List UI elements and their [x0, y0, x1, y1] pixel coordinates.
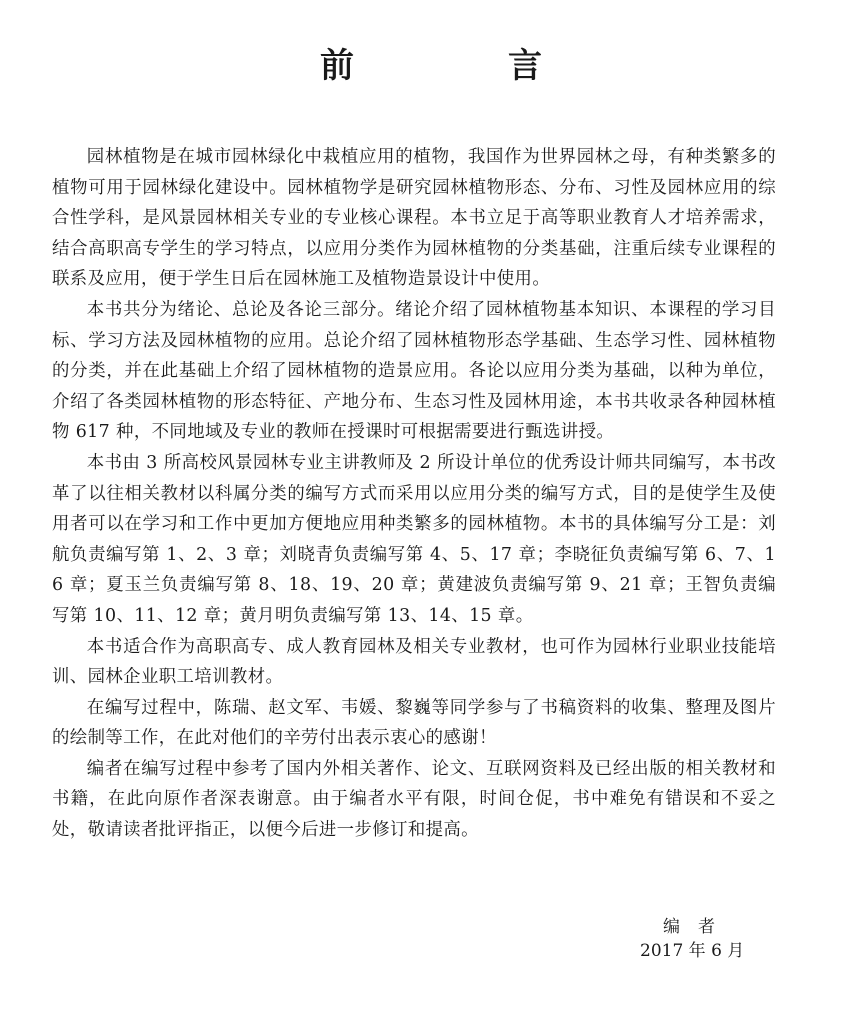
signature-author: 编者 — [663, 917, 733, 937]
preface-body — [52, 142, 776, 846]
paragraph-1: 园林植物是在城市园林绿化中栽植应用的植物，我国作为世界园林之母，有种类繁多的植物可用于园林绿化建设中。园林植物学是研究园林植物形态、分布、习性及园林应用的综合性学科，是风景园林相关专业的专业核心课程。本书立足于高等职业教育人才培养需求，结合高职高专学生的学习特点，以应用分类作为园林植物的分类基础，注重后续专业课程的联系及应用，便于学生日后在园林施工及植物造景设计中使用。 — [52, 147, 776, 290]
paragraph-5: 在编写过程中，陈瑞、赵文军、韦媛、黎巍等同学参与了书稿资料的收集、整理及图片的绘制等工作，在此对他们的辛劳付出表示衷心的感谢！ — [52, 697, 776, 749]
page-title: 前 言 — [320, 46, 602, 86]
paragraph-2: 本书共分为绪论、总论及各论三部分。绪论介绍了园林植物基本知识、本课程的学习目标、学习方法及园林植物的应用。总论介绍了园林植物形态学基础、生态学习性、园林植物的分类，并在此基础上介绍了园林植物的造景应用。各论以应用分类为基础，以种为单位，介绍了各类园林植物的形态特征、产地分布、生态习性及园林用途，本书共收录各种园林植物 617 种，不同地域及专业的教师在授课时可根据需要进行甄选讲授。 — [52, 299, 776, 443]
paragraph-3: 本书由 3 所高校风景园林专业主讲教师及 2 所设计单位的优秀设计师共同编写，本书改革了以往相关教材以科属分类的编写方式而采用以应用分类的编写方式，目的是使学生及使用者可以在学习和工作中更加方便地应用种类繁多的园林植物。本书的具体编写分工是：刘航负责编写第 1、2、3 章；刘晓青负责编写第 4、5、17 章；李晓征负责编写第 6、7、16 章；夏玉兰负责编写第 8、18、19、20 章；黄建波负责编写第 9、21 章；王智负责编写第 10、11、12 章；黄月明负责编写第 13、14、15 章。 — [52, 452, 776, 626]
signature-date: 2017 年 6 月 — [640, 941, 745, 961]
paragraph-6: 编者在编写过程中参考了国内外相关著作、论文、互联网资料及已经出版的相关教材和书籍，在此向原作者深表谢意。由于编者水平有限，时间仓促，书中难免有错误和不妥之处，敬请读者批评指正，以便今后进一步修订和提高。 — [52, 758, 776, 841]
paragraph-4: 本书适合作为高职高专、成人教育园林及相关专业教材，也可作为园林行业职业技能培训、园林企业职工培训教材。 — [52, 636, 776, 688]
